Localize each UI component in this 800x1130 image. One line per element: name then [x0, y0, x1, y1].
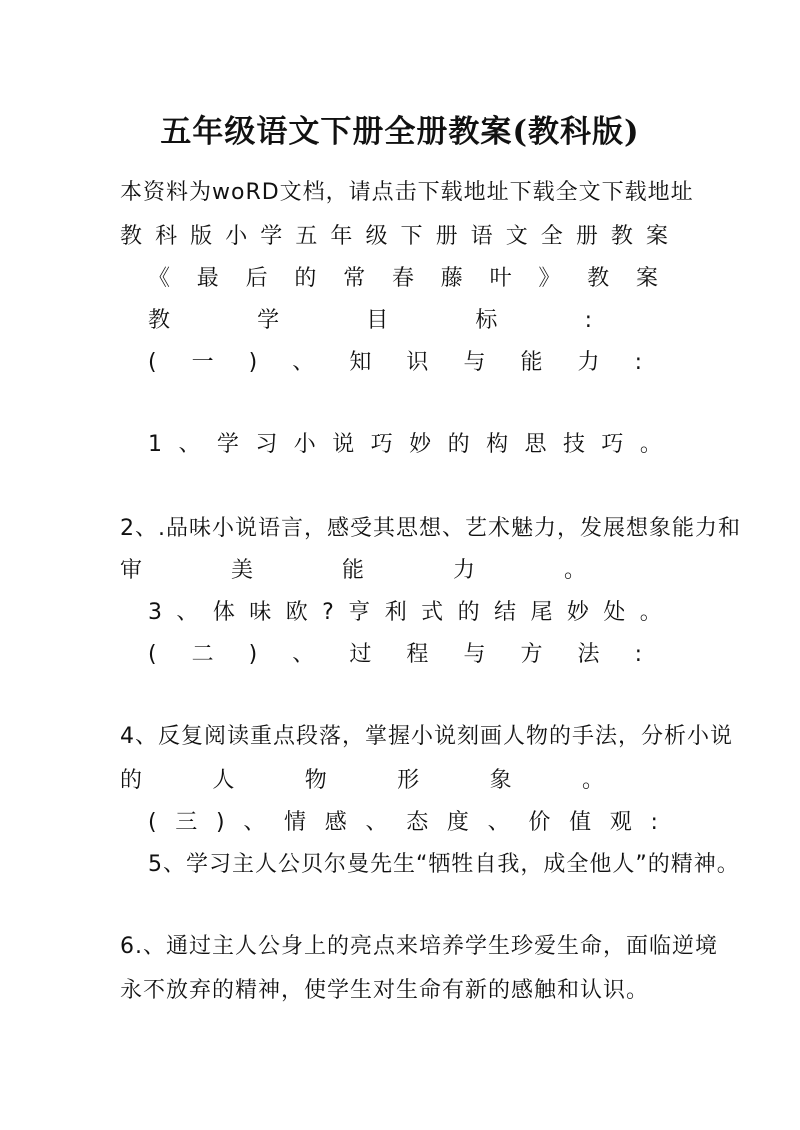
- line-char: 味: [249, 600, 272, 625]
- line-char: 构: [486, 432, 509, 457]
- document-title: 五年级语文下册全册教案(教科版): [160, 114, 640, 150]
- line-char: 藤: [440, 266, 463, 291]
- line-char: 后: [245, 266, 268, 291]
- text-line: 4、反复阅读重点段落，掌握小说刻画人物的手法，分析小说: [120, 724, 733, 749]
- line-char: 、: [365, 810, 388, 835]
- line-char: 结: [494, 600, 517, 625]
- line-char: 情: [284, 810, 307, 835]
- text-line: 5、学习主人公贝尔曼先生“牺牲自我，成全他人”的精神。: [148, 852, 740, 877]
- line-char: 语: [470, 224, 493, 249]
- line-char: 。: [563, 558, 586, 583]
- line-char: 思: [524, 432, 547, 457]
- line-char: 与: [463, 350, 486, 375]
- line-char: 案: [635, 266, 658, 291]
- text-line: 6.、通过主人公身上的亮点来培养学生珍爱生命，面临逆境: [120, 934, 718, 959]
- line-char: 教: [587, 266, 610, 291]
- line-char: 象: [489, 768, 512, 793]
- section-heading: [148, 640, 642, 670]
- line-char: 妙: [566, 600, 589, 625]
- text-line: [148, 264, 658, 294]
- line-char: 的: [457, 600, 480, 625]
- line-char: 》: [538, 266, 561, 291]
- line-char: 教: [148, 308, 171, 333]
- line-char: 物: [304, 768, 327, 793]
- line-char: 、: [243, 810, 266, 835]
- line-char: 的: [120, 768, 143, 793]
- line-char: 观: [609, 810, 632, 835]
- line-char: 教: [610, 224, 633, 249]
- line-char: 力: [452, 558, 475, 583]
- line-char: 识: [406, 350, 429, 375]
- line-char: 标: [475, 308, 498, 333]
- line-char: 说: [332, 432, 355, 457]
- line-char: 技: [562, 432, 585, 457]
- line-char: 五: [295, 224, 318, 249]
- text-line: [148, 598, 662, 628]
- text-line: [120, 222, 668, 252]
- line-char: :: [634, 642, 642, 667]
- line-char: 小: [225, 224, 248, 249]
- line-char: (: [148, 350, 157, 375]
- line-char: 的: [447, 432, 470, 457]
- line-char: 年: [330, 224, 353, 249]
- line-char: 与: [463, 642, 486, 667]
- line-char: 方: [520, 642, 543, 667]
- line-char: 欧: [285, 600, 308, 625]
- line-char: 。: [639, 432, 662, 457]
- line-char: 人: [212, 768, 235, 793]
- line-char: 值: [569, 810, 592, 835]
- line-char: 过: [349, 642, 372, 667]
- line-char: 亨: [348, 600, 371, 625]
- line-char: 案: [645, 224, 668, 249]
- line-char: 的: [294, 266, 317, 291]
- line-char: 处: [603, 600, 626, 625]
- line-char: 一: [191, 350, 214, 375]
- line-char: 。: [639, 600, 662, 625]
- line-char: 美: [230, 558, 253, 583]
- line-char: ): [216, 810, 225, 835]
- line-char: 尾: [530, 600, 553, 625]
- text-line: [120, 766, 604, 796]
- line-char: 目: [366, 308, 389, 333]
- text-line: 2、.品味小说语言，感受其思想、艺术魅力，发展想象能力和: [120, 516, 741, 541]
- line-char: 力: [577, 350, 600, 375]
- line-char: ): [248, 642, 258, 667]
- line-char: 全: [540, 224, 563, 249]
- line-char: 叶: [489, 266, 512, 291]
- line-char: 、: [487, 810, 510, 835]
- line-char: 妙: [409, 432, 432, 457]
- line-char: 、: [178, 432, 201, 457]
- line-char: ): [248, 350, 258, 375]
- line-char: 价: [528, 810, 551, 835]
- text-line: 永不放弃的精神，使学生对生命有新的感触和认识。: [120, 978, 650, 1003]
- line-char: 巧: [370, 432, 393, 457]
- line-char: :: [634, 350, 642, 375]
- line-char: 科: [155, 224, 178, 249]
- text-line: [120, 556, 586, 586]
- line-char: 利: [384, 600, 407, 625]
- line-char: 知: [349, 350, 372, 375]
- line-char: 能: [520, 350, 543, 375]
- line-char: 程: [406, 642, 429, 667]
- line-char: :: [650, 810, 658, 835]
- line-char: (: [148, 810, 157, 835]
- line-char: 三: [175, 810, 198, 835]
- line-char: 习: [255, 432, 278, 457]
- line-char: 、: [292, 350, 315, 375]
- section-heading: [148, 348, 642, 378]
- line-char: :: [584, 308, 592, 333]
- line-char: 体: [212, 600, 235, 625]
- line-char: 、: [176, 600, 199, 625]
- line-char: 版: [190, 224, 213, 249]
- line-char: 学: [260, 224, 283, 249]
- line-char: 能: [341, 558, 364, 583]
- line-char: 春: [391, 266, 414, 291]
- line-char: 小: [293, 432, 316, 457]
- line-char: (: [148, 642, 157, 667]
- line-char: 3: [148, 600, 162, 625]
- line-char: 1: [148, 432, 162, 457]
- section-heading: [148, 808, 658, 838]
- line-char: 式: [421, 600, 444, 625]
- line-char: 二: [191, 642, 214, 667]
- line-char: 级: [365, 224, 388, 249]
- line-char: 教: [120, 224, 143, 249]
- line-char: 形: [397, 768, 420, 793]
- line-char: 、: [292, 642, 315, 667]
- line-char: 册: [435, 224, 458, 249]
- line-char: 审: [120, 558, 143, 583]
- line-char: 文: [505, 224, 528, 249]
- line-char: 下: [400, 224, 423, 249]
- section-heading: [148, 306, 592, 336]
- line-char: 册: [575, 224, 598, 249]
- line-char: 最: [196, 266, 219, 291]
- line-char: 度: [446, 810, 469, 835]
- line-char: 《: [148, 266, 171, 291]
- line-char: 态: [406, 810, 429, 835]
- line-char: 学: [216, 432, 239, 457]
- line-char: 常: [343, 266, 366, 291]
- text-line: [148, 430, 662, 460]
- line-char: ?: [322, 600, 334, 625]
- line-char: 法: [577, 642, 600, 667]
- line-char: 巧: [601, 432, 624, 457]
- line-char: 。: [581, 768, 604, 793]
- intro-line: 本资料为woRD文档，请点击下载地址下载全文下载地址: [120, 180, 694, 205]
- line-char: 学: [257, 308, 280, 333]
- line-char: 感: [324, 810, 347, 835]
